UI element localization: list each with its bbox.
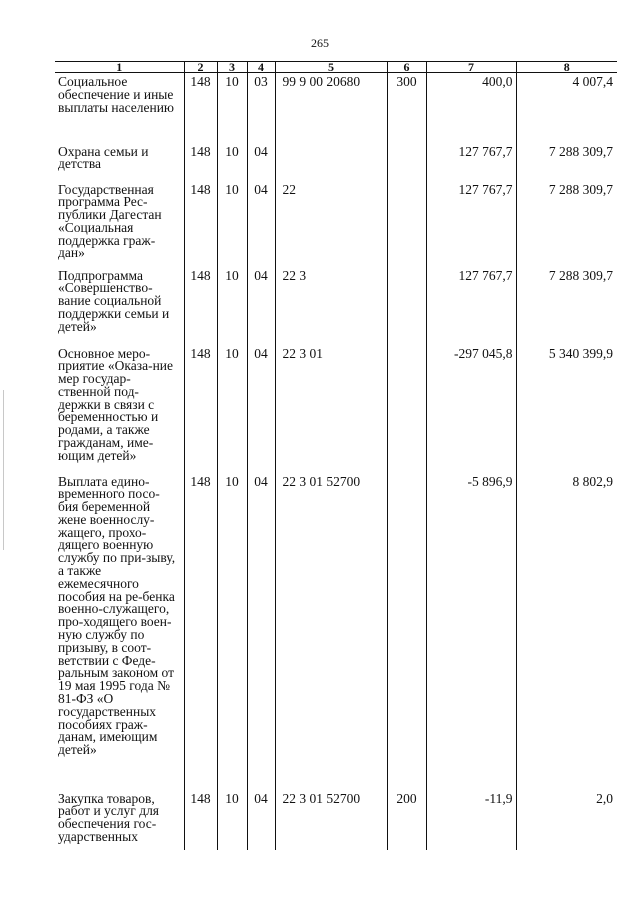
scan-edge-mark [3, 390, 4, 550]
expense-type-code [387, 143, 426, 181]
expense-type-code [387, 181, 426, 267]
section-code: 10 [217, 181, 247, 267]
expense-type-code [387, 473, 426, 790]
target-article-code: 22 3 [275, 267, 387, 345]
subsection-code: 04 [247, 267, 275, 345]
target-article-code: 22 3 01 [275, 345, 387, 473]
amount-total: 7 288 309,7 [516, 181, 617, 267]
table-row [55, 143, 617, 181]
row-name: Закупка товаров, работ и услуг для обеспечения гос-ударственных [58, 790, 160, 844]
subsection-code: 04 [247, 790, 275, 850]
target-article-code: 22 3 01 52700 [275, 473, 387, 790]
ministry-code: 148 [184, 73, 217, 143]
ministry-code: 148 [184, 345, 217, 473]
section-code: 10 [217, 790, 247, 850]
subsection-code: 04 [247, 143, 275, 181]
page-number: 265 [311, 36, 329, 50]
subsection-code: 03 [247, 73, 275, 143]
amount-change: 127 767,7 [426, 181, 516, 267]
row-name: Основное меро-приятие «Оказа-ние мер государ-ственной под-держки в связи с беременностью и родами, а также гражданам, име-ющим детей» [58, 345, 174, 463]
target-article-code: 99 9 00 20680 [275, 73, 387, 143]
section-code: 10 [217, 473, 247, 790]
expense-type-code: 200 [387, 790, 426, 850]
column-header: 2 [184, 62, 217, 73]
column-header: 8 [516, 62, 617, 73]
ministry-code: 148 [184, 790, 217, 850]
row-name: Государственная программа Рес-публики Дагестан «Социальная поддержка граж-дан» [58, 181, 162, 261]
row-name: Охрана семьи и детства [58, 143, 149, 172]
section-code: 10 [217, 73, 247, 143]
section-code: 10 [217, 267, 247, 345]
subsection-code: 04 [247, 181, 275, 267]
amount-change: -11,9 [426, 790, 516, 850]
subsection-code: 04 [247, 473, 275, 790]
table-header-row [55, 62, 617, 73]
row-name: Выплата едино-временного посо-бия беременной жене военнослу-жащего, прохо-дящего военную службу по при-зыву, а также ежемесячного пособия на ре-бенка военно-служащего, про-ходящего воен-ную службу по призыву, в соот-ветствии с Феде-ральным законом от 19 мая 1995 года № 81-ФЗ «О государственных пособиях граж-данам, имеющим детей» [58, 473, 176, 758]
amount-total: 2,0 [516, 790, 617, 850]
ministry-code: 148 [184, 267, 217, 345]
amount-total: 4 007,4 [516, 73, 617, 143]
table-row [55, 267, 617, 345]
column-header: 5 [275, 62, 387, 73]
column-header: 7 [426, 62, 516, 73]
table-row [55, 181, 617, 267]
column-header: 1 [55, 62, 184, 73]
target-article-code [275, 143, 387, 181]
amount-total: 7 288 309,7 [516, 143, 617, 181]
amount-change: 400,0 [426, 73, 516, 143]
table-row [55, 790, 617, 850]
amount-total: 7 288 309,7 [516, 267, 617, 345]
table-row [55, 73, 617, 143]
target-article-code: 22 3 01 52700 [275, 790, 387, 850]
target-article-code: 22 [275, 181, 387, 267]
expense-type-code [387, 345, 426, 473]
column-header: 6 [387, 62, 426, 73]
column-header: 4 [247, 62, 275, 73]
table-row [55, 345, 617, 473]
amount-change: -297 045,8 [426, 345, 516, 473]
column-header: 3 [217, 62, 247, 73]
amount-change: -5 896,9 [426, 473, 516, 790]
amount-total: 8 802,9 [516, 473, 617, 790]
ministry-code: 148 [184, 181, 217, 267]
ministry-code: 148 [184, 143, 217, 181]
amount-change: 127 767,7 [426, 267, 516, 345]
table-row [55, 473, 617, 790]
section-code: 10 [217, 345, 247, 473]
budget-table [55, 61, 617, 850]
amount-total: 5 340 399,9 [516, 345, 617, 473]
amount-change: 127 767,7 [426, 143, 516, 181]
row-name: Социальное обеспечение и иные выплаты населению [58, 74, 175, 115]
expense-type-code: 300 [387, 73, 426, 143]
section-code: 10 [217, 143, 247, 181]
subsection-code: 04 [247, 345, 275, 473]
ministry-code: 148 [184, 473, 217, 790]
expense-type-code [387, 267, 426, 345]
row-name: Подпрограмма «Совершенство-вание социальной поддержки семьи и детей» [58, 267, 170, 334]
